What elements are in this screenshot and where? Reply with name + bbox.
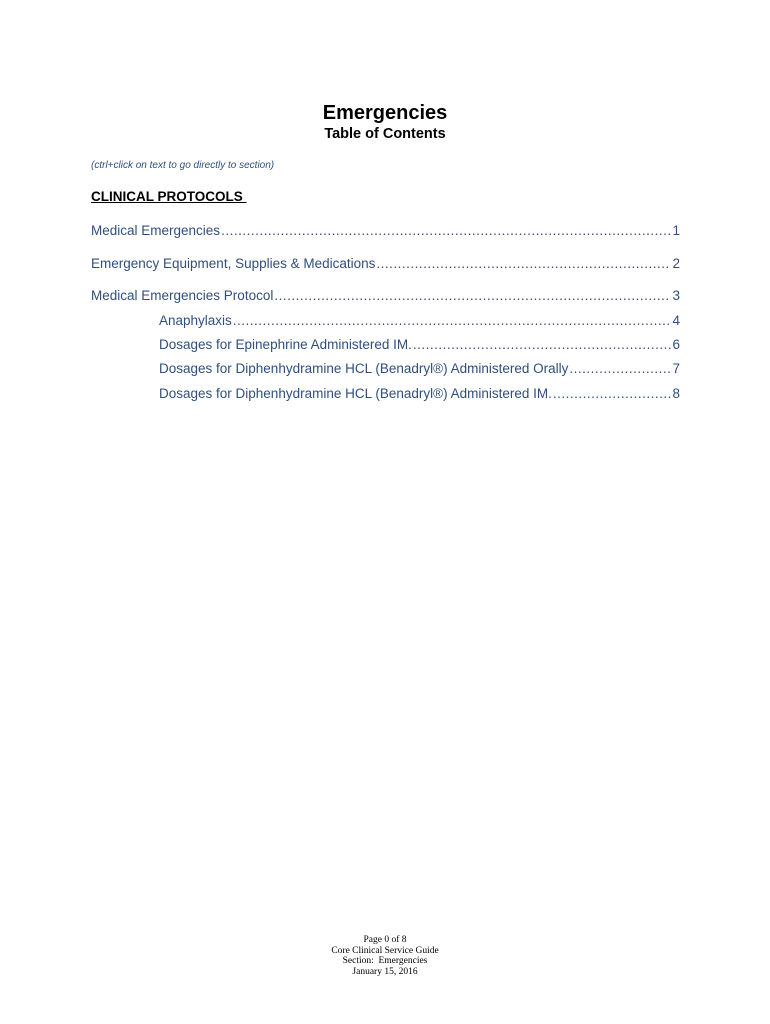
toc-dot-leader	[221, 222, 671, 239]
toc-link-diphenhydramine-im-dosages[interactable]	[159, 385, 680, 402]
toc-dot-leader	[553, 385, 672, 402]
toc-page-number: 4	[672, 313, 680, 328]
toc-entry-label: Dosages for Epinephrine Administered IM.	[159, 337, 412, 352]
toc-page-number: 2	[672, 256, 680, 271]
toc-link-medical-emergencies-protocol[interactable]	[91, 287, 680, 304]
footer-guide-title: Core Clinical Service Guide	[331, 945, 439, 956]
document-subtitle: Table of Contents	[324, 126, 446, 142]
toc-dot-leader	[376, 255, 671, 272]
toc-dot-leader	[274, 287, 671, 304]
page-footer	[0, 935, 770, 977]
toc-dot-leader	[413, 336, 672, 353]
footer-date: January 15, 2016	[352, 966, 418, 977]
toc-link-anaphylaxis[interactable]	[159, 312, 680, 329]
toc-page-number: 7	[672, 361, 680, 376]
toc-link-diphenhydramine-oral-dosages[interactable]	[159, 360, 680, 377]
document-title: Emergencies	[322, 102, 448, 124]
toc-page-number: 1	[672, 223, 680, 238]
toc-dot-leader	[569, 360, 671, 377]
toc-entry-label: Dosages for Diphenhydramine HCL (Benadryl®) Administered IM.	[159, 386, 552, 401]
toc-page-number: 8	[672, 386, 680, 401]
navigation-hint: (ctrl+click on text to go directly to section)	[91, 160, 275, 171]
footer-page-info: Page 0 of 8	[363, 935, 407, 945]
section-heading: CLINICAL PROTOCOLS	[91, 189, 247, 204]
toc-entry-label: Medical Emergencies	[91, 223, 221, 238]
toc-link-epinephrine-dosages[interactable]	[159, 336, 680, 353]
toc-page-number: 6	[672, 337, 680, 352]
toc-page-number: 3	[672, 288, 680, 303]
toc-link-emergency-equipment[interactable]	[91, 255, 680, 272]
footer-section: Section: Emergencies	[342, 956, 428, 966]
toc-link-medical-emergencies[interactable]	[91, 222, 680, 239]
toc-entry-label: Medical Emergencies Protocol	[91, 288, 274, 303]
toc-entry-label: Dosages for Diphenhydramine HCL (Benadryl®) Administered Orally	[159, 361, 569, 376]
toc-entry-label: Anaphylaxis	[159, 313, 232, 328]
toc-dot-leader	[233, 312, 672, 329]
toc-entry-label: Emergency Equipment, Supplies & Medications	[91, 256, 376, 271]
